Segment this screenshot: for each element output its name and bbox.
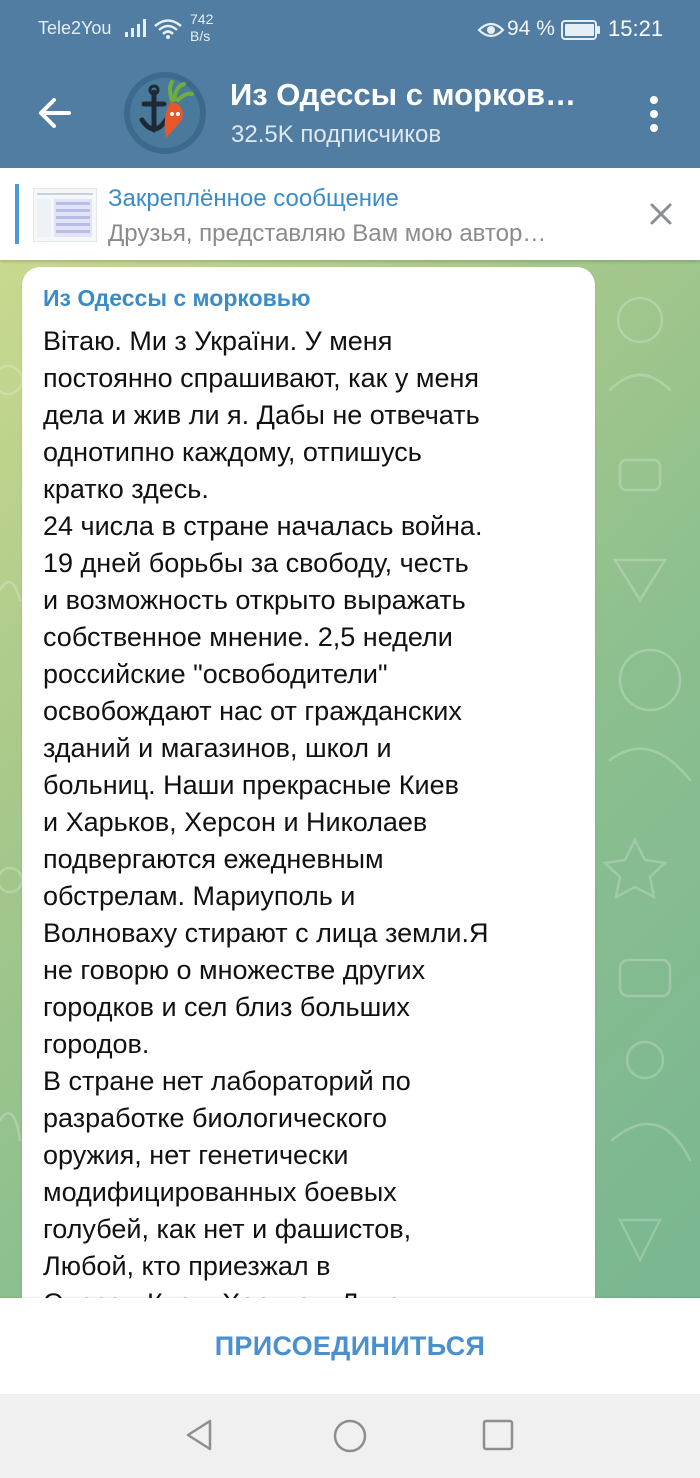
channel-header (0, 60, 700, 168)
wifi-icon (153, 18, 183, 40)
close-icon[interactable] (643, 196, 679, 232)
channel-avatar[interactable] (124, 72, 206, 154)
status-bar (0, 0, 700, 60)
pinned-accent-line (15, 184, 19, 244)
network-speed (190, 11, 213, 45)
message-bubble[interactable] (22, 267, 595, 1347)
more-options-icon[interactable] (636, 90, 672, 140)
back-arrow-icon[interactable] (30, 88, 80, 138)
join-bar (0, 1298, 700, 1394)
message-text: Вітаю. Ми з України. У меня постоянно спрашивают, как у меня дела и жив ли я. Дабы не отвечать однотипно каждому, отпишусь кратко здесь. 24 числа в стране началась война. 19 дней борьбы за свободу, честь и возможность открыто выражать собственное мнение. 2,5 недели российские "освободители" освобождают нас от гражданских зданий и магазинов, школ и больниц. Наши прекрасные Киев и Харьков, Херсон и Николаев подвергаются ежедневным обстрелам. Мариуполь и Волноваху стирают с лица земли.Я не говорю о множестве других городков и сел близ больших городов. В стране нет лабораторий по разработке биологического оружия, нет генетически модифицированных боевых голубей, как нет и фашистов, Любой, кто приезжал в (43, 326, 489, 1281)
channel-title[interactable]: Из Одессы с морков… (230, 77, 577, 112)
pinned-title: Закреплённое сообщение (108, 185, 399, 212)
pinned-preview: Друзья, представляю Вам мою автор… (108, 220, 547, 247)
network-speed-value: 742 (190, 11, 214, 27)
nav-home-icon[interactable] (332, 1418, 368, 1454)
nav-back-icon[interactable] (184, 1418, 216, 1452)
subscriber-count: 32.5K подписчиков (231, 121, 442, 148)
eye-comfort-icon (478, 20, 504, 40)
network-speed-unit: B/s (190, 28, 211, 44)
pinned-thumbnail (33, 188, 97, 242)
pinned-message-bar[interactable] (0, 168, 700, 260)
battery-percent: 94 % (507, 17, 555, 40)
battery-icon (561, 20, 601, 40)
message-author: Из Одессы с морковью (43, 285, 311, 311)
carrot-anchor-logo (124, 72, 206, 154)
system-navigation-bar (0, 1394, 700, 1478)
clock: 15:21 (608, 16, 664, 41)
chat-area[interactable] (0, 260, 700, 1298)
signal-icon (124, 18, 148, 38)
join-button[interactable]: ПРИСОЕДИНИТЬСЯ (214, 1330, 486, 1361)
nav-recent-apps-icon[interactable] (482, 1419, 514, 1451)
carrier-name: Tele2You (38, 18, 112, 38)
